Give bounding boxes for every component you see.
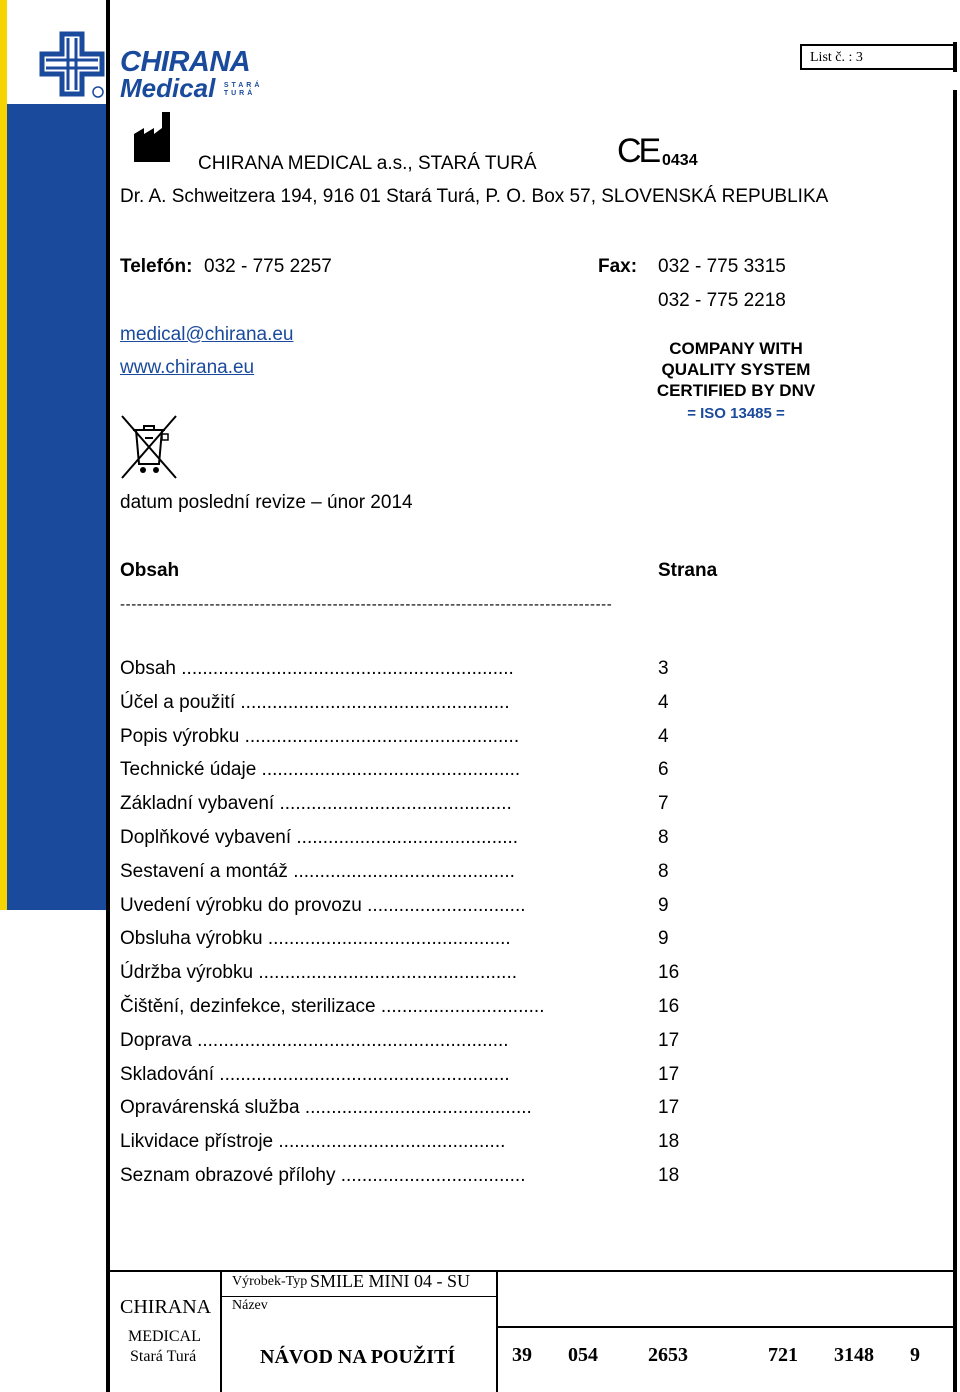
toc-item-label: Doprava ........................................................... — [120, 1029, 509, 1051]
toc-item-page: 18 — [658, 1131, 680, 1153]
toc-item-label: Doplňkové vybavení .......................................... — [120, 826, 519, 848]
footer-code-part: 054 — [568, 1344, 598, 1366]
toc-item-label: Skladování ....................................................... — [120, 1063, 510, 1085]
logo-chirana: CHIRANA — [120, 46, 251, 78]
toc-item-label: Čištění, dezinfekce, sterilizace ............................... — [120, 995, 545, 1017]
toc-heading: Obsah — [120, 560, 180, 581]
weee-bin-icon — [118, 414, 180, 482]
toc-item-page: 3 — [658, 658, 669, 679]
iso-line-2: QUALITY SYSTEM — [661, 360, 811, 379]
fax-label: Fax: — [598, 256, 638, 277]
toc-page-heading: Strana — [658, 560, 718, 581]
page-border-right — [953, 90, 957, 1392]
toc-item[interactable] — [120, 861, 760, 895]
toc-item-label: Obsluha výrobku .............................................. — [120, 928, 511, 950]
toc-item-label: Technické údaje ................................................. — [120, 759, 521, 781]
footer-company-3: Stará Turá — [130, 1348, 197, 1365]
toc-item-page: 4 — [658, 725, 669, 747]
footer-product-label: Výrobek-Typ — [232, 1274, 308, 1289]
toc-item-page: 17 — [658, 1029, 680, 1051]
toc-item-label: Opravárenská služba ........................................... — [120, 1097, 532, 1119]
footer-company-2: MEDICAL — [128, 1328, 201, 1345]
footer-divider — [222, 1296, 496, 1297]
manufacturer-icon — [130, 108, 176, 164]
toc-item-page: 17 — [658, 1063, 680, 1085]
toc-item[interactable] — [120, 726, 760, 760]
toc-item[interactable] — [120, 1097, 760, 1131]
toc-item-label: Uvedení výrobku do provozu .............................. — [120, 894, 526, 916]
toc-item-page: 18 — [658, 1164, 680, 1186]
footer-divider — [496, 1326, 956, 1328]
toc-item[interactable] — [120, 1030, 760, 1064]
footer-divider — [496, 1270, 498, 1326]
toc-item[interactable] — [120, 962, 760, 996]
toc-item-page: 17 — [658, 1097, 680, 1119]
toc-separator: ---------------------------------------------------------------------------------------- — [120, 596, 613, 613]
footer-code-part: 3148 — [834, 1344, 874, 1366]
footer-code-part: 39 — [512, 1344, 532, 1366]
toc-item-label: Účel a použití ................................................... — [120, 691, 510, 713]
toc-item-page: 7 — [658, 793, 669, 815]
footer-doc-title: NÁVOD NA POUŽITÍ — [260, 1346, 456, 1368]
ce-mark-icon: CE — [617, 132, 659, 170]
iso-line-3: CERTIFIED BY DNV — [656, 381, 816, 400]
footer-code-part: 721 — [768, 1344, 798, 1366]
iso-line-1: COMPANY WITH — [669, 339, 803, 358]
chirana-logo-icon — [36, 28, 108, 100]
iso-line-4: = ISO 13485 = — [687, 405, 785, 422]
toc-item[interactable] — [120, 1131, 760, 1165]
toc-item[interactable] — [120, 928, 760, 962]
toc-item-label: Obsah ............................................................... — [120, 658, 514, 679]
toc-item-label: Sestavení a montáž .......................................... — [120, 860, 515, 882]
footer-product-value: SMILE MINI 04 - SU — [310, 1271, 470, 1291]
ce-notified-body: 0434 — [662, 152, 698, 169]
footer-code-part: 9 — [910, 1344, 920, 1366]
brand-band — [0, 0, 106, 910]
toc-item-page: 6 — [658, 759, 669, 781]
toc-item[interactable] — [120, 759, 760, 793]
toc-item-label: Seznam obrazové přílohy ................................... — [120, 1164, 526, 1186]
iso-certification-badge — [646, 338, 826, 424]
logo-stara-tura: STARÁ TURÁ — [223, 82, 263, 97]
toc-item-page: 9 — [658, 928, 669, 950]
toc-item-page: 8 — [658, 826, 669, 848]
fax-value-2: 032 - 775 2218 — [658, 290, 786, 311]
logo-medical: Medical — [120, 73, 216, 103]
toc-item[interactable] — [120, 996, 760, 1030]
website-link[interactable]: www.chirana.eu — [120, 357, 255, 378]
company-address: Dr. A. Schweitzera 194, 916 01 Stará Turá, P. O. Box 57, SLOVENSKÁ REPUBLIKA — [120, 186, 829, 207]
phone-value: 032 - 775 2257 — [204, 256, 332, 277]
fax-value-1: 032 - 775 3315 — [658, 256, 786, 277]
toc-item-label: Údržba výrobku ................................................. — [120, 962, 517, 984]
toc-item[interactable] — [120, 793, 760, 827]
toc-item-label: Likvidace přístroje ........................................... — [120, 1131, 506, 1153]
footer-top-rule — [106, 1270, 956, 1272]
toc-item[interactable] — [120, 827, 760, 861]
toc-item[interactable] — [120, 1165, 760, 1199]
company-name: CHIRANA MEDICAL a.s., STARÁ TURÁ — [198, 153, 537, 174]
chirana-logo-text — [120, 48, 264, 102]
toc-item-page: 4 — [658, 691, 669, 713]
footer-name-label: Název — [232, 1298, 268, 1313]
phone-label: Telefón: — [120, 256, 193, 277]
toc-item-page: 9 — [658, 894, 669, 916]
toc-list — [120, 658, 760, 1199]
toc-item-page: 8 — [658, 860, 669, 882]
toc-item[interactable] — [120, 658, 760, 692]
toc-item-page: 16 — [658, 995, 680, 1017]
email-link[interactable]: medical@chirana.eu — [120, 324, 294, 345]
revision-date: datum poslední revize – únor 2014 — [120, 492, 413, 513]
footer-company-1: CHIRANA — [120, 1296, 212, 1318]
toc-item[interactable] — [120, 692, 760, 726]
toc-item-label: Popis výrobku .................................................... — [120, 725, 520, 747]
footer-divider — [220, 1270, 222, 1392]
toc-item-page: 16 — [658, 962, 680, 984]
page-border-left — [106, 0, 110, 1392]
toc-item-label: Základní vybavení ............................................ — [120, 793, 512, 815]
sheet-number: List č. : 3 — [800, 44, 954, 70]
brand-stripe — [0, 0, 7, 910]
footer-code-part: 2653 — [648, 1344, 688, 1366]
footer-divider — [496, 1326, 498, 1392]
toc-item[interactable] — [120, 895, 760, 929]
toc-item[interactable] — [120, 1064, 760, 1098]
